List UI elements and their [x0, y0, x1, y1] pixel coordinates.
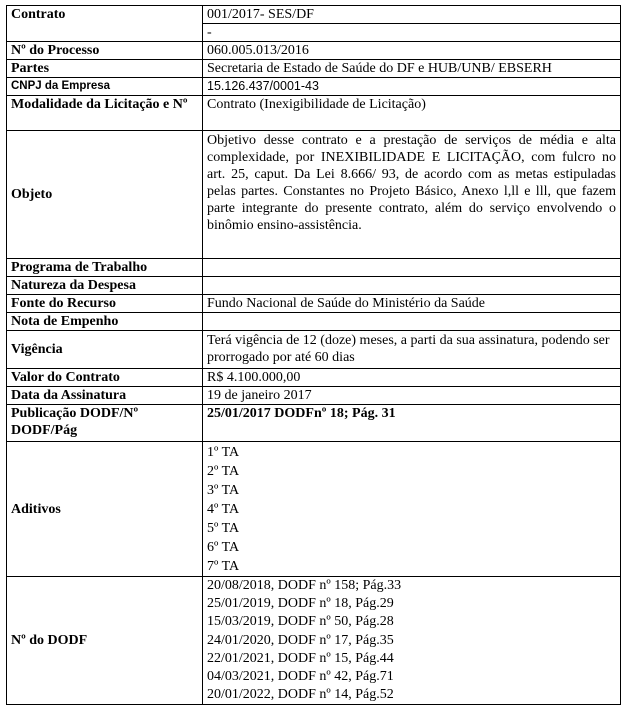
label-dodf: Nº do DODF — [7, 577, 203, 705]
row-fonte — [7, 295, 621, 313]
value-partes: Secretaria de Estado de Saúde do DF e HUB/UNB/ EBSERH — [203, 60, 621, 78]
dodf-item: 22/01/2021, DODF nº 15, Pág.44 — [207, 650, 394, 666]
value-valor: R$ 4.100.000,00 — [203, 369, 621, 387]
row-empenho — [7, 313, 621, 331]
label-modalidade: Modalidade da Licitação e Nº — [7, 96, 203, 131]
label-partes: Partes — [7, 60, 203, 78]
aditivo-item: 4º TA — [207, 502, 240, 517]
value-empenho — [203, 313, 621, 331]
label-processo: Nº do Processo — [7, 42, 203, 60]
label-fonte: Fonte do Recurso — [7, 295, 203, 313]
dodf-item: 24/01/2020, DODF nº 17, Pág.35 — [207, 632, 394, 648]
value-natureza — [203, 277, 621, 295]
label-natureza: Natureza da Despesa — [7, 277, 203, 295]
value-aditivos — [203, 442, 621, 577]
label-programa: Programa de Trabalho — [7, 259, 203, 277]
contract-table — [6, 5, 621, 705]
label-vigencia: Vigência — [7, 331, 203, 369]
row-processo — [7, 42, 621, 60]
value-cnpj: 15.126.437/0001-43 — [203, 78, 621, 96]
row-dodf — [7, 577, 621, 705]
row-contrato — [7, 6, 621, 24]
row-publicacao — [7, 405, 621, 442]
label-data: Data da Assinatura — [7, 387, 203, 405]
value-processo: 060.005.013/2016 — [203, 42, 621, 60]
label-objeto: Objeto — [7, 131, 203, 259]
value-data: 19 de janeiro 2017 — [203, 387, 621, 405]
row-vigencia — [7, 331, 621, 369]
row-aditivos — [7, 442, 621, 577]
row-data — [7, 387, 621, 405]
aditivo-item: 7º TA — [207, 559, 240, 574]
label-valor: Valor do Contrato — [7, 369, 203, 387]
aditivo-item: 5º TA — [207, 521, 240, 536]
dodf-item: 04/03/2021, DODF nº 42, Pág.71 — [207, 669, 394, 685]
value-objeto: Objetivo desse contrato e a prestação de serviços de média e alta complexidade, por INEXIBILIDADE E LICITAÇÃO, com fulcro no art. 25, caput. Da Lei 8.666/ 93, de acordo com as metas estipuladas pelas partes. Constantes no Projeto Básico, Anexo l,ll e lll, que fazem parte integrante do presente contrato, além do serviço envolvendo o binômio ensino-assistência. — [203, 131, 621, 259]
aditivo-item: 6º TA — [207, 540, 240, 555]
value-dodf — [203, 577, 621, 705]
dodf-item: 20/08/2018, DODF nº 158; Pág.33 — [207, 578, 402, 593]
dodf-item: 25/01/2019, DODF nº 18, Pág.29 — [207, 596, 394, 612]
dodf-item: 15/03/2019, DODF nº 50, Pág.28 — [207, 614, 394, 630]
row-programa — [7, 259, 621, 277]
value-contrato-2: - — [203, 24, 621, 42]
aditivo-item: 1º TA — [207, 445, 240, 460]
row-valor — [7, 369, 621, 387]
value-publicacao: 25/01/2017 DODFnº 18; Pág. 31 — [203, 405, 621, 442]
value-fonte: Fundo Nacional de Saúde do Ministério da Saúde — [203, 295, 621, 313]
aditivo-item: 3º TA — [207, 483, 240, 498]
row-objeto — [7, 131, 621, 259]
dodf-item: 20/01/2022, DODF nº 14, Pág.52 — [207, 687, 394, 703]
row-natureza — [7, 277, 621, 295]
value-contrato: 001/2017- SES/DF — [203, 6, 621, 24]
row-partes — [7, 60, 621, 78]
aditivo-item: 2º TA — [207, 464, 240, 479]
label-cnpj: CNPJ da Empresa — [7, 78, 203, 96]
label-contrato: Contrato — [7, 6, 203, 42]
label-publicacao: Publicação DODF/Nº DODF/Pág — [7, 405, 203, 442]
label-aditivos: Aditivos — [7, 442, 203, 577]
value-programa — [203, 259, 621, 277]
label-empenho: Nota de Empenho — [7, 313, 203, 331]
value-modalidade: Contrato (Inexigibilidade de Licitação) — [203, 96, 621, 131]
value-vigencia: Terá vigência de 12 (doze) meses, a parti da sua assinatura, podendo ser prorrogado por até 60 dias — [203, 331, 621, 369]
row-cnpj — [7, 78, 621, 96]
row-modalidade — [7, 96, 621, 131]
